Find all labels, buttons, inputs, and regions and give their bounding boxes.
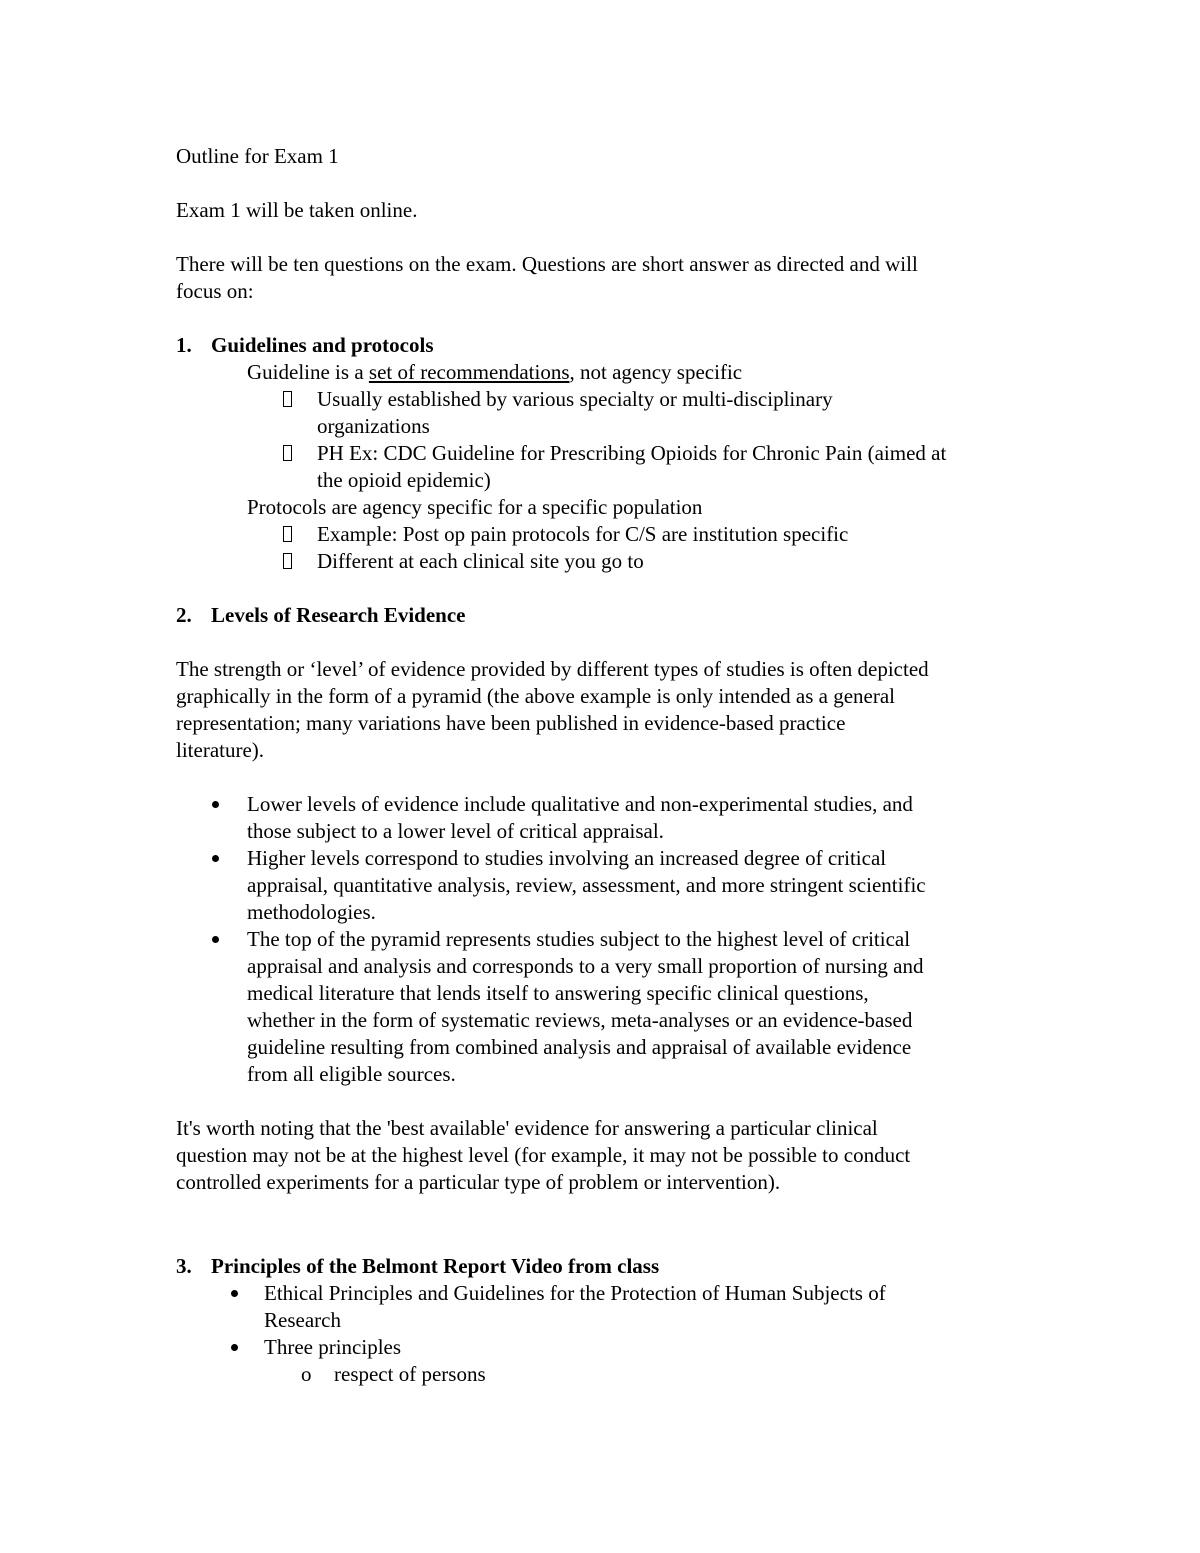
protocol-item: Example: Post op pain protocols for C/S are institution specific [317, 522, 849, 546]
evidence-bullet-line: medical literature that lends itself to answering specific clinical questions, [247, 981, 869, 1005]
box-bullet-icon [283, 553, 292, 569]
evidence-paragraph-line: literature). [176, 738, 265, 762]
guideline-item-line: Usually established by various specialty or multi-disciplinary [317, 387, 833, 411]
guideline-definition: Guideline is a set of recommendations, not agency specific [247, 360, 743, 384]
evidence-bullet-line: those subject to a lower level of critical appraisal. [247, 819, 664, 843]
guideline-item-line: organizations [317, 414, 430, 438]
section-1-number: 1. [176, 333, 192, 357]
box-bullet-icon [283, 391, 292, 407]
section-3-number: 3. [176, 1254, 192, 1278]
box-bullet-icon [283, 526, 292, 542]
bullet-icon [212, 936, 219, 943]
evidence-paragraph-line: representation; many variations have been published in evidence-based practice [176, 711, 846, 735]
guideline-item-line: PH Ex: CDC Guideline for Prescribing Opioids for Chronic Pain (aimed at [317, 441, 947, 465]
evidence-bullet-line: Higher levels correspond to studies involving an increased degree of critical [247, 846, 887, 870]
protocol-item: Different at each clinical site you go to [317, 549, 644, 573]
box-bullet-icon [283, 445, 292, 461]
belmont-bullet-line: Ethical Principles and Guidelines for the Protection of Human Subjects of [264, 1281, 886, 1305]
evidence-bullet-line: The top of the pyramid represents studies subject to the highest level of critical [247, 927, 911, 951]
bullet-icon [231, 1344, 238, 1351]
protocols-definition: Protocols are agency specific for a specific population [247, 495, 703, 519]
circle-bullet-icon: o [301, 1362, 312, 1386]
belmont-bullet-line: Three principles [264, 1335, 402, 1359]
section-3-heading: Principles of the Belmont Report Video from class [211, 1254, 660, 1278]
underlined-term: set of recommendations [368, 360, 570, 384]
section-2-heading: Levels of Research Evidence [211, 603, 466, 627]
evidence-bullet-line: guideline resulting from combined analysis and appraisal of available evidence [247, 1035, 912, 1059]
evidence-bullet-line: appraisal and analysis and corresponds to a very small proportion of nursing and [247, 954, 924, 978]
note-paragraph-line: It's worth noting that the 'best available' evidence for answering a particular clinical [176, 1116, 878, 1140]
evidence-paragraph-line: graphically in the form of a pyramid (the above example is only intended as a general [176, 684, 895, 708]
intro-paragraph-line: focus on: [176, 279, 254, 303]
belmont-bullet-line: Research [264, 1308, 341, 1332]
guideline-item-line: the opioid epidemic) [317, 468, 491, 492]
principle-sub-item: respect of persons [334, 1362, 486, 1386]
evidence-bullet-line: whether in the form of systematic reviews, meta-analyses or an evidence-based [247, 1008, 913, 1032]
note-paragraph-line: controlled experiments for a particular type of problem or intervention). [176, 1170, 781, 1194]
intro-line: Exam 1 will be taken online. [176, 198, 418, 222]
evidence-bullet-line: Lower levels of evidence include qualitative and non-experimental studies, and [247, 792, 913, 816]
evidence-bullet-line: from all eligible sources. [247, 1062, 456, 1086]
intro-paragraph-line: There will be ten questions on the exam. Questions are short answer as directed and will [176, 252, 918, 276]
bullet-icon [212, 855, 219, 862]
note-paragraph-line: question may not be at the highest level (for example, it may not be possible to conduct [176, 1143, 911, 1167]
bullet-icon [212, 801, 219, 808]
evidence-paragraph-line: The strength or ‘level’ of evidence provided by different types of studies is often depicted [176, 657, 929, 681]
evidence-bullet-line: methodologies. [247, 900, 376, 924]
section-2-number: 2. [176, 603, 192, 627]
bullet-icon [231, 1290, 238, 1297]
page-title: Outline for Exam 1 [176, 144, 339, 168]
evidence-bullet-line: appraisal, quantitative analysis, review, assessment, and more stringent scientific [247, 873, 926, 897]
section-1-heading: Guidelines and protocols [211, 333, 434, 357]
